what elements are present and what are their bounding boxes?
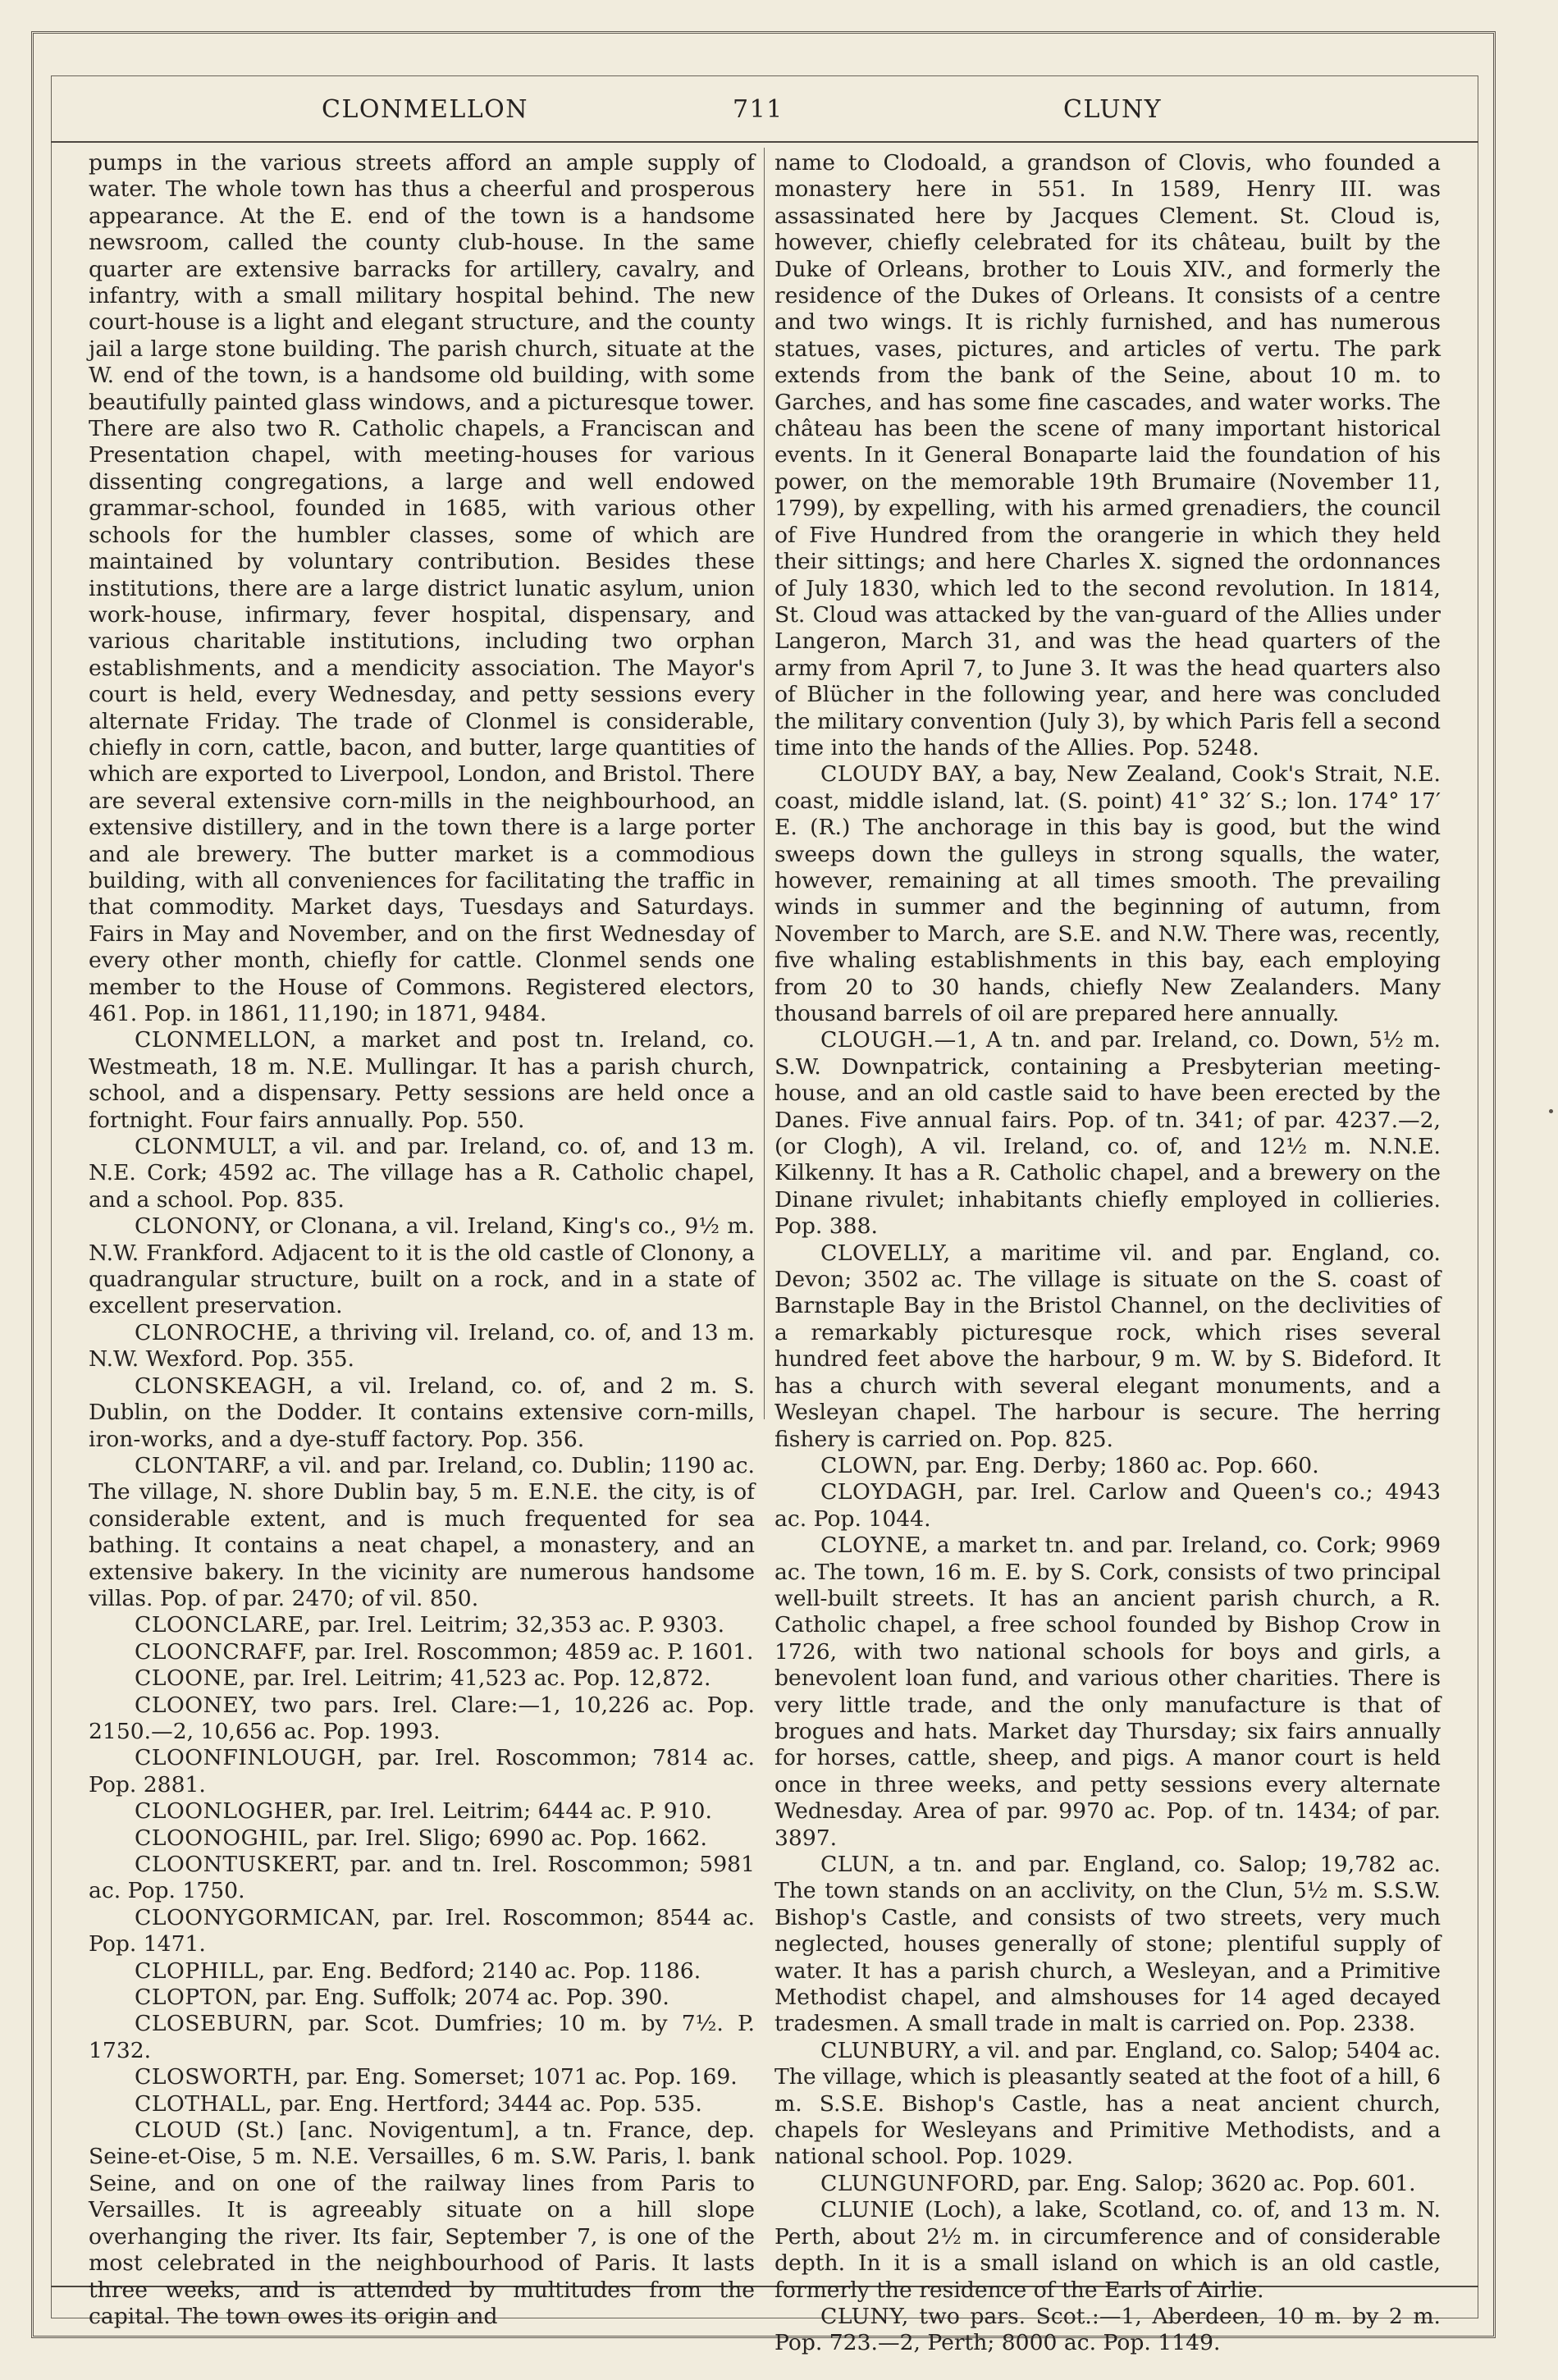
gazetteer-entry: [774, 1852, 1441, 2038]
entry-text: par. Irel. Roscommon; 4859 ac. P. 1601.: [308, 1638, 754, 1665]
entry-headword: CLOTHALL,: [135, 2090, 273, 2117]
entry-headword: CLOONLOGHER,: [135, 1798, 334, 1825]
entry-headword: CLONONY,: [135, 1213, 262, 1240]
entry-headword: CLOUDY BAY,: [820, 761, 984, 788]
entry-text: par. Eng. Bedford; 2140 ac. Pop. 1186.: [265, 1957, 701, 1984]
entry-text: par. Irel. Roscommon; 7814 ac. Pop. 2881.: [89, 1745, 755, 1798]
entry-continuation: pumps in the various streets afford an ample supply of water. The whole town has thus a cheerful and prosperous appearance. At the E. end of the town is a handsome newsroom, called the county club-house. In the same quarter are extensive barracks for artillery, cavalry, and infantry, with a small military hospital behind. The new court-house is a light and elegant structure, and the county jail a large stone building. The parish church, situate at the W. end of the town, is a handsome old building, with some beautifully painted glass windows, and a picturesque tower. There are also two R. Catholic chapels, a Franciscan and Presentation chapel, with meeting-houses for various dissenting congregations, a large and well endowed grammar-school, founded in 1685, with various other schools for the humbler classes, some of which are maintained by voluntary contribution. Besides these institutions, there are a large district lunatic asylum, union work-house, infirmary, fever hospital, dispensary, and various charitable institutions, including two orphan establishments, and a mendicity association. The Mayor's court is held, every Wednesday, and petty sessions every alternate Friday. The trade of Clonmel is considerable, chiefly in corn, cattle, bacon, and butter, large quantities of which are exported to Liverpool, London, and Bristol. There are several extensive corn-mills in the neighbourhood, an extensive distillery, and in the town there is a large porter and ale brewery. The butter market is a commodious building, with all conveniences for facilitating the traffic in that commodity. Market days, Tuesdays and Saturdays. Fairs in May and November, and on the first Wednesday of every other month, chiefly for cattle. Clonmel sends one member to the House of Commons. Registered electors, 461. Pop. in 1861, 11,190; in 1871, 9484.: [89, 150, 755, 1026]
gazetteer-entry: [89, 1027, 755, 1134]
gazetteer-entry: [774, 2038, 1441, 2171]
entry-text: par. Irel. Sligo; 6990 ac. Pop. 1662.: [309, 1825, 708, 1851]
entry-headword: CLUNIE: [820, 2197, 916, 2223]
entry-headword: CLOONCRAFF,: [135, 1638, 308, 1665]
entry-headword: CLOONCLARE,: [135, 1612, 312, 1638]
gazetteer-entry: [89, 1825, 755, 1852]
gazetteer-entry: [89, 1905, 755, 1958]
entry-text: two pars. Irel. Clare:—1, 10,226 ac. Pop. 2150.—2, 10,656 ac. Pop. 1993.: [89, 1692, 755, 1744]
entry-headword: CLOUD: [135, 2117, 222, 2144]
entry-text: par. Eng. Salop; 3620 ac. Pop. 601.: [1021, 2170, 1416, 2196]
entry-text: par. Scot. Dumfries; 10 m. by 7½. P. 1732.: [89, 2011, 755, 2063]
entry-headword: CLOONYGORMICAN,: [135, 1904, 382, 1930]
entry-headword: CLOSEBURN,: [135, 2011, 295, 2037]
entry-text: a bay, New Zealand, Cook's Strait, N.E. coast, middle island, lat. (S. point) 41° 32′ S.; lon. 174° 17′ E. (R.) The anchorage in this bay is good, but the wind sweeps down the gulleys in strong squalls, the water, however, remaining at all times smooth. The prevailing winds in summer and the beginning of autumn, from November to March, are S.E. and N.W. There was, recently, five whaling establishments in this bay, each employing from 20 to 30 hands, chiefly New Zealanders. Many thousand barrels of oil are prepared here annually.: [774, 761, 1441, 1026]
gazetteer-entry: [89, 1985, 755, 2011]
gazetteer-entry: [89, 1612, 755, 1638]
entry-headword: CLOWN,: [820, 1452, 920, 1478]
entry-headword: CLUNBURY,: [820, 2037, 961, 2063]
entry-headword: CLOYNE,: [820, 1533, 930, 1559]
entry-text: a maritime vil. and par. England, co. Devon; 3502 ac. The village is situate on the S. coast of Barnstaple Bay in the Bristol Channel, on the declivities of a remarkably picturesque rock, which rises several hundred feet above the harbour, 9 m. W. by S. Bideford. It has a church with several elegant monuments, and a Wesleyan chapel. The harbour is secure. The herring fishery is carried on. Pop. 825.: [774, 1240, 1441, 1452]
entry-headword: CLOSWORTH,: [135, 2064, 300, 2090]
right-column: [774, 150, 1441, 2357]
gazetteer-entry: [89, 1798, 755, 1825]
entry-text: par. Eng. Derby; 1860 ac. Pop. 660.: [919, 1452, 1319, 1478]
entry-headword: CLOONTUSKERT,: [135, 1852, 340, 1877]
gazetteer-entry: [89, 1639, 755, 1665]
entry-headword: CLONMELLON,: [135, 1027, 318, 1053]
gazetteer-entry: [89, 2117, 755, 2330]
entry-headword: CLONSKEAGH,: [135, 1373, 314, 1399]
gazetteer-entry: [774, 761, 1441, 1027]
entry-text: par. Irel. Leitrim; 41,523 ac. Pop. 12,872.: [246, 1665, 711, 1692]
entry-text: par. Eng. Hertford; 3444 ac. Pop. 535.: [272, 2090, 702, 2117]
gazetteer-entry: [89, 2064, 755, 2090]
gazetteer-entry: [774, 1027, 1441, 1240]
entry-text: par. Irel. Leitrim; 6444 ac. P. 910.: [333, 1798, 712, 1825]
entry-headword: CLUNGUNFORD,: [820, 2170, 1021, 2196]
entry-headword: CLOPHILL,: [135, 1957, 266, 1984]
gazetteer-entry: [774, 1240, 1441, 1453]
running-head-right: CLUNY: [1063, 95, 1163, 124]
gazetteer-entry: [89, 1320, 755, 1373]
column-divider: [764, 148, 765, 1419]
running-head-left: CLONMELLON: [322, 95, 529, 124]
entry-continuation: name to Clodoald, a grandson of Clovis, who founded a monastery here in 551. In 1589, Henry III. was assassinated here by Jacques Clement. St. Cloud is, however, chiefly celebrated for its château, built by the Duke of Orleans, brother to Louis XIV., and formerly the residence of the Dukes of Orleans. It consists of a centre and two wings. It is richly furnished, and has numerous statues, vases, pictures, and articles of vertu. The park extends from the bank of the Seine, about 10 m. to Garches, and has some fine cascades, and water works. The château has been the scene of many important historical events. In it General Bonaparte laid the foundation of his power, on the memorable 19th Brumaire (November 11, 1799), by expelling, with his armed grenadiers, the council of Five Hundred from the orangerie in which they held their sittings; and here Charles X. signed the ordonnances of July 1830, which led to the second revolution. In 1814, St. Cloud was attacked by the van-guard of the Allies under Langeron, March 31, and was the head quarters of the army from April 7, to June 3. It was the head quarters also of Blücher in the following year, and here was concluded the military convention (July 3), by which Paris fell a second time into the hands of the Allies. Pop. 5248.: [774, 150, 1441, 761]
entry-text: a vil. and par. England, co. Salop; 5404 ac. The village, which is pleasantly seated at the foot of a hill, 6 m. S.S.E. Bishop's Castle, has a neat ancient church, chapels for Wesleyans and Primitive Methodists, and a national school. Pop. 1029.: [774, 2037, 1441, 2170]
gazetteer-entry: [89, 1692, 755, 1746]
gazetteer-entry: [89, 2091, 755, 2117]
gazetteer-entry: [774, 2304, 1441, 2357]
entry-headword: CLONTARF,: [135, 1452, 271, 1478]
gazetteer-entry: [89, 2011, 755, 2064]
entry-headword: CLUNY,: [820, 2303, 909, 2329]
gazetteer-entry: [89, 1213, 755, 1320]
entry-text: a vil. and par. Ireland, co. of, and 13 m. N.E. Cork; 4592 ac. The village has a R. Catholic chapel, and a school. Pop. 835.: [89, 1134, 755, 1213]
gazetteer-entry: [89, 1745, 755, 1798]
gazetteer-entry: [89, 1852, 755, 1905]
entry-text: (Loch), a lake, Scotland, co. of, and 13 m. N. Perth, about 2½ m. in circumference and of considerable depth. In it is a small island on which is an old castle, formerly the residence of the Earls of Airlie.: [774, 2197, 1441, 2303]
gazetteer-entry: [89, 1134, 755, 1213]
entry-text: a tn. and par. England, co. Salop; 19,782 ac. The town stands on an acclivity, on the Clun, 5½ m. S.S.W. Bishop's Castle, and consists of two streets, very much neglected, houses generally of stone; plentiful supply of water. It has a parish church, a Wesleyan, and a Primitive Methodist chapel, and almshouses for 14 aged decayed tradesmen. A small trade in malt is carried on. Pop. 2338.: [774, 1852, 1441, 2037]
entry-text: par. Eng. Suffolk; 2074 ac. Pop. 390.: [258, 1985, 669, 2011]
entry-text: par. and tn. Irel. Roscommon; 5981 ac. Pop. 1750.: [89, 1852, 755, 1904]
entry-headword: CLONMULT,: [135, 1134, 278, 1160]
gazetteer-entry: [89, 1665, 755, 1692]
entry-text: a market tn. and par. Ireland, co. Cork; 9969 ac. The town, 16 m. E. by S. Cork, consists of two principal well-built streets. It has an ancient parish church, a R. Catholic chapel, a free school founded by Bishop Crow in 1726, with two national schools for boys and girls, a benevolent loan fund, and various other charities. There is very little trade, and the only manufacture is that of brogues and hats. Market day Thursday; six fairs annually for horses, cattle, sheep, and pigs. A manor court is held once in three weeks, and petty sessions every alternate Wednesday. Area of par. 9970 ac. Pop. of tn. 1434; of par. 3897.: [774, 1533, 1441, 1851]
entry-text: a market and post tn. Ireland, co. Westmeath, 18 m. N.E. Mullingar. It has a parish church, school, and a dispensary. Petty sessions are held once a fortnight. Four fairs annually. Pop. 550.: [89, 1027, 755, 1133]
entry-headword: CLOPTON,: [135, 1985, 259, 2011]
entry-text: par. Irel. Leitrim; 32,353 ac. P. 9303.: [311, 1612, 725, 1638]
entry-headword: CLUN,: [820, 1852, 896, 1877]
entry-headword: CLOONFINLOUGH,: [135, 1745, 363, 1771]
entry-headword: CLOUGH.: [820, 1027, 934, 1053]
entry-text: a vil. and par. Ireland, co. Dublin; 1190 ac. The village, N. shore Dublin bay, 5 m. E.N.E. the city, is of considerable extent, and is much frequented for sea bathing. It contains a neat chapel, a monastery, and an extensive bakery. In the vicinity are numerous handsome villas. Pop. of par. 2470; of vil. 850.: [89, 1452, 755, 1611]
gazetteer-entry: [774, 2171, 1441, 2197]
entry-text: par. Irel. Carlow and Queen's co.; 4943 ac. Pop. 1044.: [774, 1479, 1441, 1532]
entry-headword: CLOVELLY,: [820, 1240, 951, 1266]
gazetteer-entry: [774, 1479, 1441, 1533]
entry-text: par. Eng. Somerset; 1071 ac. Pop. 169.: [299, 2064, 738, 2090]
entry-headword: CLOYDAGH,: [820, 1479, 965, 1505]
entry-text: (St.) [anc. Novigentum], a tn. France, dep. Seine-et-Oise, 5 m. N.E. Versailles, 6 m. S.W. Paris, l. bank Seine, and on one of the railway lines from Paris to Versailles. It is agreeably situate on a hill slope overhanging the river. Its fair, September 7, is one of the most celebrated in the neighbourhood of Paris. It lasts three weeks, and is attended by multitudes from the capital. The town owes its origin and: [89, 2117, 755, 2329]
entry-text: or Clonana, a vil. Ireland, King's co., 9½ m. N.W. Frankford. Adjacent to it is the old castle of Clonony, a quadrangular structure, built on a rock, and in a state of excellent preservation.: [89, 1213, 755, 1319]
gazetteer-entry: [89, 1453, 755, 1612]
entry-headword: CLOONEY,: [135, 1692, 258, 1718]
gazetteer-entry: [89, 1958, 755, 1985]
entry-headword: CLOONE,: [135, 1665, 247, 1692]
entry-text: a thriving vil. Ireland, co. of, and 13 m. N.W. Wexford. Pop. 355.: [89, 1319, 755, 1373]
entry-text: par. Irel. Roscommon; 8544 ac. Pop. 1471.: [89, 1904, 755, 1957]
entry-text: two pars. Scot.:—1, Aberdeen, 10 m. by 2 m. Pop. 723.—2, Perth; 8000 ac. Pop. 1149.: [774, 2303, 1441, 2356]
entry-text: —1, A tn. and par. Ireland, co. Down, 5½ m. S.W. Downpatrick, containing a Presbyterian meeting-house, and an old castle said to have been erected by the Danes. Five annual fairs. Pop. of tn. 341; of par. 4237.—2, (or Clogh), A vil. Ireland, co. of, and 12½ m. N.N.E. Kilkenny. It has a R. Catholic chapel, and a brewery on the Dinane rivulet; inhabitants chiefly employed in collieries. Pop. 388.: [774, 1027, 1441, 1240]
entry-headword: CLOONOGHIL,: [135, 1825, 310, 1851]
ink-speck: [1549, 1109, 1553, 1113]
entry-text: a vil. Ireland, co. of, and 2 m. S. Dublin, on the Dodder. It contains extensive corn-mills, iron-works, and a dye-stuff factory. Pop. 356.: [89, 1373, 755, 1452]
gazetteer-entry: [774, 1453, 1441, 1479]
page-number: 711: [733, 95, 784, 124]
entry-headword: CLONROCHE,: [135, 1319, 300, 1345]
gazetteer-entry: [774, 2197, 1441, 2304]
gazetteer-entry: [774, 1533, 1441, 1852]
left-column: [89, 150, 755, 2330]
gazetteer-entry: [89, 1373, 755, 1453]
header-rule: [51, 141, 1478, 143]
